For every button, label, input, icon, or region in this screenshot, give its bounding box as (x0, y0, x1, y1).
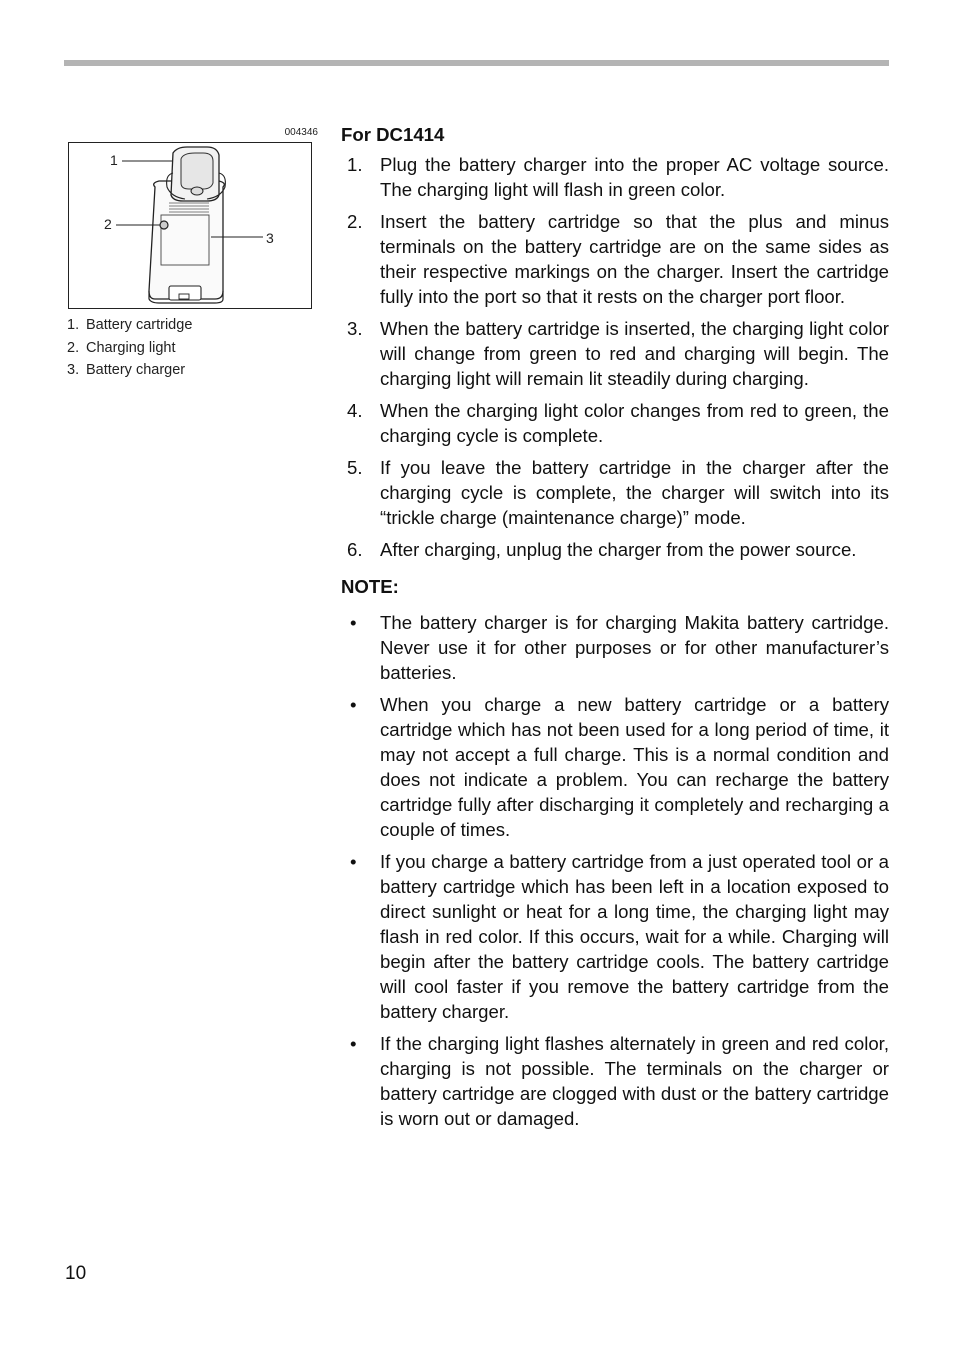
step-text: When the charging light color changes from red to green, the charging cycle is complete. (380, 400, 889, 446)
main-content (341, 122, 889, 1138)
callout-1: 1 (110, 152, 118, 168)
header-rule (64, 60, 889, 66)
note-list (341, 610, 889, 1131)
note-item (341, 1031, 889, 1131)
legend-label: Battery charger (86, 362, 186, 378)
step-text: If you leave the battery cartridge in the charger after the charging cycle is complete, the charger will switch into its “trickle charge (maintenance charge)” mode. (380, 457, 889, 528)
step-number: 5. (347, 457, 363, 478)
legend-number: 1. (67, 317, 80, 333)
callout-3: 3 (266, 230, 274, 246)
note-text: If you charge a battery cartridge from a just operated tool or a battery cartridge which has been left in a location exposed to direct sunlight or heat for a long time, the charging light may flash in red color. If this occurs, wait for a while. Charging will begin after the battery cartridge cools. The battery cartridge will cool faster if you remove the battery cartridge from the battery charger. (380, 851, 889, 1022)
step-number: 2. (347, 211, 363, 232)
legend-item (67, 337, 327, 360)
legend-item (67, 359, 327, 382)
figure-legend (67, 314, 327, 382)
step-item (341, 316, 889, 391)
legend-label: Charging light (86, 339, 176, 356)
legend-number: 2. (67, 339, 80, 356)
step-item (341, 152, 889, 202)
note-item (341, 692, 889, 842)
note-text: If the charging light flashes alternately in green and red color, charging is not possible. The terminals on the charger or battery cartridge are clogged with dust or the battery cartridge is worn out or damaged. (380, 1033, 889, 1129)
step-item (341, 398, 889, 448)
charger-figure (68, 142, 312, 309)
legend-item (67, 314, 327, 337)
section-title: For DC1414 (341, 124, 445, 145)
bullet-icon: • (350, 694, 357, 715)
note-item (341, 849, 889, 1024)
note-item (341, 610, 889, 685)
callout-2: 2 (104, 216, 112, 232)
step-text: After charging, unplug the charger from the power source. (380, 539, 857, 560)
step-text: Plug the battery charger into the proper AC voltage source. The charging light will flash in green color. (380, 154, 889, 200)
note-title: NOTE: (341, 576, 399, 597)
note-text: When you charge a new battery cartridge or a battery cartridge which has not been used for a long period of time, it may not accept a full charge. This is a normal condition and does not indicate a problem. You can recharge the battery cartridge fully after discharging it completely and recharging a couple of times. (380, 694, 889, 840)
page-number: 10 (65, 1263, 87, 1284)
bullet-icon: • (350, 612, 357, 633)
note-text: The battery charger is for charging Makita battery cartridge. Never use it for other purposes or for other manufacturer’s batteries. (380, 612, 889, 683)
charging-steps (341, 152, 889, 562)
step-text: Insert the battery cartridge so that the plus and minus terminals on the battery cartridge are on the same sides as their respective markings on the charger. Insert the cartridge fully into the port so that it rests on the charger port floor. (380, 211, 889, 307)
charging-light-indicator (160, 221, 168, 229)
bullet-icon: • (350, 851, 357, 872)
legend-label: Battery cartridge (86, 317, 193, 333)
step-item (341, 537, 889, 562)
step-text: When the battery cartridge is inserted, the charging light color will change from green to red and charging will begin. The charging light will remain lit steadily during charging. (380, 318, 889, 389)
step-item (341, 209, 889, 309)
figure-code: 004346 (284, 127, 318, 138)
step-number: 1. (347, 154, 363, 175)
step-number: 6. (347, 539, 363, 560)
step-number: 4. (347, 400, 363, 421)
bullet-icon: • (350, 1033, 357, 1054)
step-item (341, 455, 889, 530)
legend-number: 3. (67, 362, 80, 378)
step-number: 3. (347, 318, 363, 339)
